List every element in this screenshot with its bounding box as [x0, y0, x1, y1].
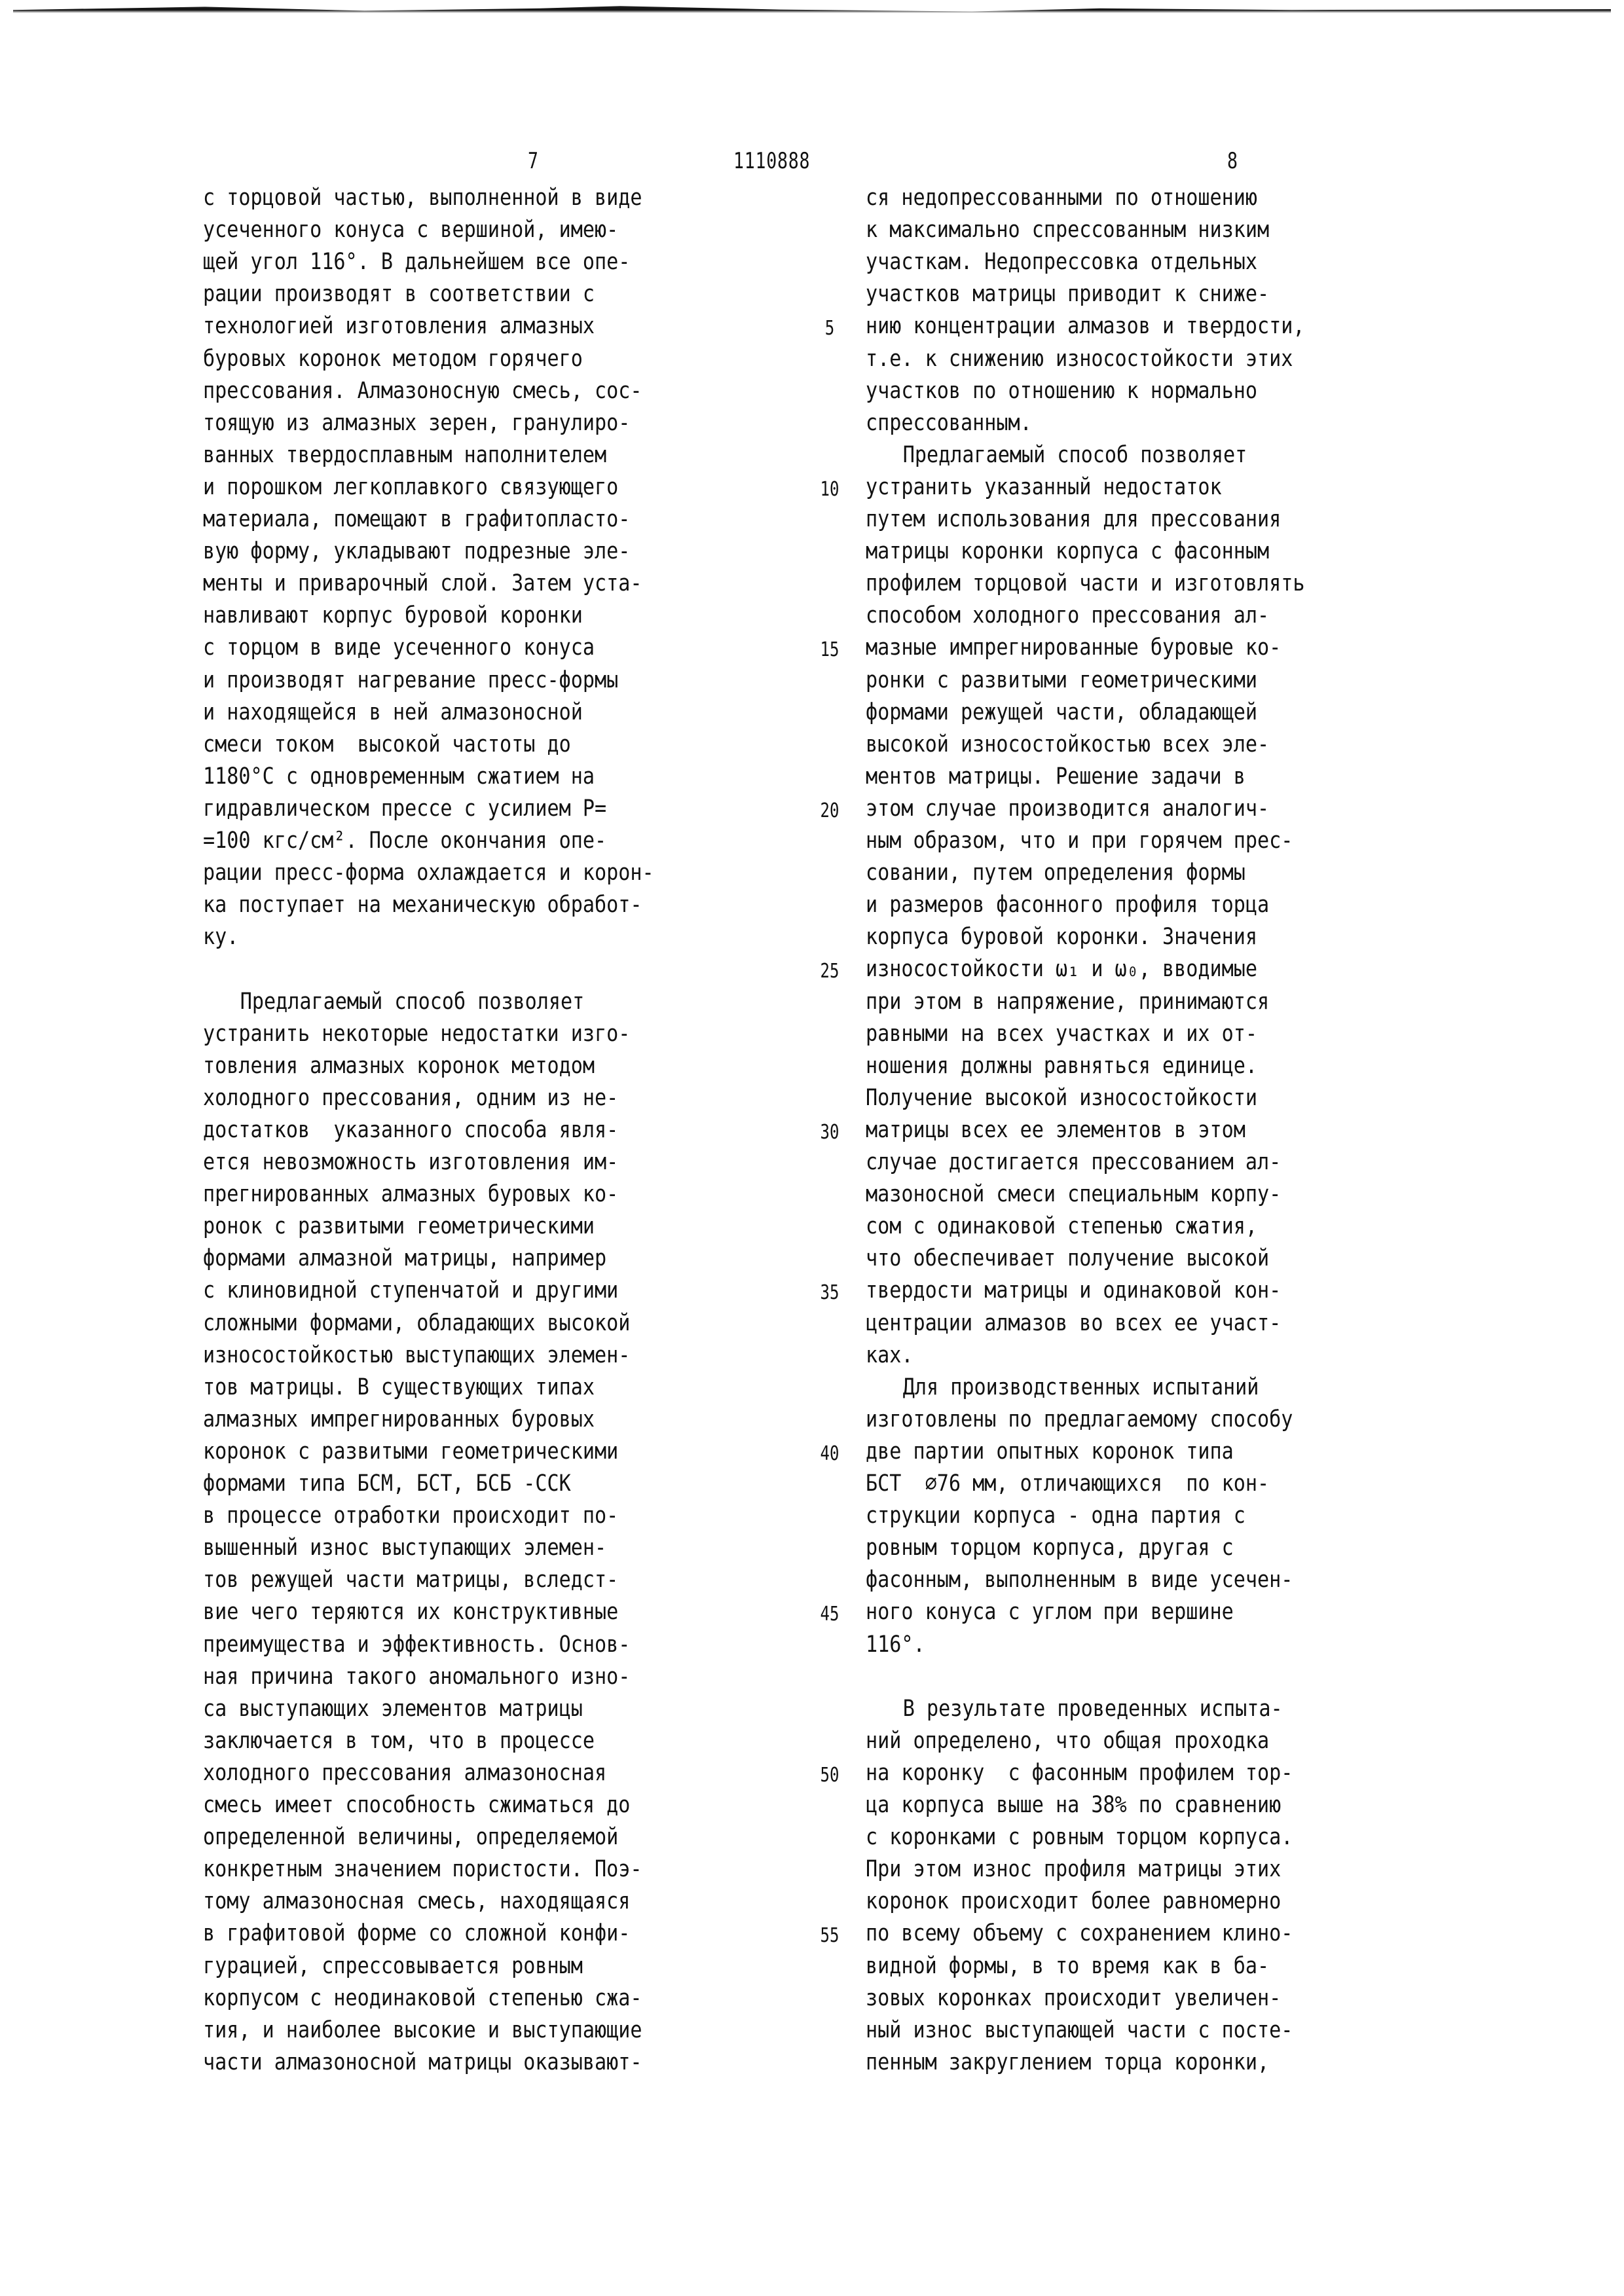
text-line: материала, помещают в графитопласто- — [203, 506, 631, 532]
text-line: профилем торцовой части и изготовлять — [866, 570, 1305, 597]
text-line: В результате проведенных испыта- — [902, 1695, 1283, 1722]
text-line: способом холодного прессования ал- — [866, 602, 1270, 629]
text-line: струкции корпуса - одна партия с — [866, 1503, 1246, 1529]
text-line: с торцовой частью, выполненной в виде — [203, 185, 642, 211]
text-line: вие чего теряются их конструктивные — [203, 1599, 619, 1626]
text-line: корпусом с неодинаковой степенью сжа- — [203, 1984, 642, 2011]
text-line: к максимально спрессованным низким — [866, 217, 1270, 244]
patent-number: 1110888 — [733, 148, 811, 174]
text-line: путем использования для прессования — [866, 506, 1282, 532]
line-number: 25 — [820, 960, 840, 983]
text-line: случае достигается прессованием ал- — [866, 1149, 1282, 1175]
text-line: ку. — [203, 924, 239, 951]
text-line: и находящейся в ней алмазоносной — [203, 699, 583, 725]
text-line: с коронками с ровным торцом корпуса. — [866, 1824, 1293, 1851]
text-line: участков матрицы приводит к сниже- — [866, 281, 1270, 308]
line-number: 35 — [820, 1281, 840, 1305]
text-line: конкретным значением пористости. Поэ- — [203, 1856, 642, 1883]
text-line: коронок происходит более равномерно — [866, 1888, 1282, 1915]
text-line: мазные импрегнированные буровые ко- — [866, 634, 1282, 661]
text-line: ным образом, что и при горячем прес- — [866, 828, 1293, 854]
text-line: в графитовой форме со сложной конфи- — [203, 1920, 631, 1947]
text-line: фасонным, выполненным в виде усечен- — [866, 1567, 1293, 1594]
text-line: совании, путем определения формы — [866, 860, 1246, 886]
text-line: износостойкости ω₁ и ω₀, вводимые — [866, 956, 1258, 983]
text-line: этом случае производится аналогич- — [866, 795, 1270, 822]
text-line: формами типа БСМ, БСТ, БСБ -ССК — [203, 1470, 571, 1497]
text-line: нию концентрации алмазов и твердости, — [866, 313, 1305, 340]
text-line: ментов матрицы. Решение задачи в — [866, 763, 1246, 790]
page-number-left: 7 — [528, 148, 539, 174]
text-line: определенной величины, определяемой — [203, 1824, 619, 1851]
text-line: гидравлическом прессе с усилием Р= — [203, 795, 607, 822]
text-line: коронок с развитыми геометрическими — [203, 1438, 619, 1465]
text-line: устранить некоторые недостатки изго- — [203, 1020, 631, 1047]
line-number: 40 — [820, 1442, 840, 1465]
text-line: центрации алмазов во всех ее участ- — [866, 1309, 1282, 1336]
text-line: корпуса буровой коронки. Значения — [866, 924, 1258, 951]
text-line: При этом износ профиля матрицы этих — [866, 1856, 1282, 1883]
text-line: прегнированных алмазных буровых ко- — [203, 1181, 619, 1208]
text-line: мазоносной смеси специальным корпу- — [866, 1181, 1282, 1208]
text-line: =100 кгс/см². После окончания опе- — [203, 828, 607, 854]
text-line: холодного прессования алмазоносная — [203, 1759, 607, 1786]
text-line: заключается в том, что в процессе — [203, 1727, 595, 1754]
text-line: с торцом в виде усеченного конуса — [203, 634, 595, 661]
text-line: 116°. — [866, 1631, 925, 1658]
text-line: матрицы коронки корпуса с фасонным — [866, 538, 1270, 565]
text-line: ка поступает на механическую обработ- — [203, 892, 642, 919]
text-line: прессования. Алмазоносную смесь, сос- — [203, 377, 642, 404]
line-number: 50 — [820, 1763, 840, 1787]
text-line: 1180°С с одновременным сжатием на — [203, 763, 595, 790]
text-line: равными на всех участках и их от- — [866, 1020, 1258, 1047]
text-line: тов режущей части матрицы, вследст- — [203, 1567, 619, 1594]
text-line: спрессованным. — [866, 409, 1032, 436]
text-line: тия, и наиболее высокие и выступающие — [203, 2016, 642, 2043]
text-line: твердости матрицы и одинаковой кон- — [866, 1277, 1282, 1304]
text-line: по всему объему с сохранением клино- — [866, 1920, 1293, 1947]
text-line: сложными формами, обладающих высокой — [203, 1309, 631, 1336]
text-line: смесь имеет способность сжиматься до — [203, 1792, 631, 1818]
text-line: тоящую из алмазных зерен, гранулиро- — [203, 409, 631, 436]
text-line: ках. — [866, 1341, 913, 1368]
text-line: участкам. Недопрессовка отдельных — [866, 249, 1258, 276]
text-line: ный износ выступающей части с посте- — [866, 2016, 1293, 2043]
text-line: участков по отношению к нормально — [866, 377, 1258, 404]
text-line: товления алмазных коронок методом — [203, 1052, 595, 1079]
text-line: что обеспечивает получение высокой — [866, 1245, 1270, 1272]
text-line: технологией изготовления алмазных — [203, 313, 595, 340]
text-line: навливают корпус буровой коронки — [203, 602, 583, 629]
text-line: са выступающих элементов матрицы — [203, 1695, 583, 1722]
text-line: холодного прессования, одним из не- — [203, 1084, 619, 1111]
text-line: формами алмазной матрицы, например — [203, 1245, 607, 1272]
text-line: сом с одинаковой степенью сжатия, — [866, 1213, 1258, 1240]
line-number: 30 — [820, 1120, 840, 1144]
text-line: ношения должны равняться единице. — [866, 1052, 1258, 1079]
text-line: ная причина такого аномального изно- — [203, 1663, 631, 1690]
text-line: на коронку с фасонным профилем тор- — [866, 1759, 1293, 1786]
text-line: ся недопрессованными по отношению — [866, 185, 1258, 211]
text-line: в процессе отработки происходит по- — [203, 1503, 619, 1529]
text-line: пенным закруглением торца коронки, — [866, 2049, 1270, 2075]
text-line: изготовлены по предлагаемому способу — [866, 1406, 1293, 1432]
text-line: ца корпуса выше на 38% по сравнению — [866, 1792, 1282, 1818]
page-number-right: 8 — [1227, 148, 1238, 174]
text-line: вую форму, укладывают подрезные эле- — [203, 538, 631, 565]
text-line: ется невозможность изготовления им- — [203, 1149, 619, 1175]
text-line: т.е. к снижению износостойкости этих — [866, 345, 1293, 372]
text-line: и размеров фасонного профиля торца — [866, 892, 1270, 919]
text-line: усеченного конуса с вершиной, имею- — [203, 217, 619, 244]
text-line: менты и приварочный слой. Затем уста- — [203, 570, 642, 597]
text-line: достатков указанного способа явля- — [203, 1116, 619, 1143]
text-line: ронки с развитыми геометрическими — [866, 666, 1258, 693]
line-number: 55 — [820, 1924, 840, 1948]
line-number: 10 — [820, 477, 840, 501]
text-line: видной формы, в то время как в ба- — [866, 1952, 1270, 1979]
line-number: 15 — [820, 638, 840, 662]
text-line: Предлагаемый способ позволяет — [240, 988, 585, 1015]
text-line: буровых коронок методом горячего — [203, 345, 583, 372]
text-line: и порошком легкоплавкого связующего — [203, 473, 619, 500]
text-line: алмазных импрегнированных буровых — [203, 1406, 595, 1432]
text-line: зовых коронках происходит увеличен- — [866, 1984, 1282, 2011]
line-number: 45 — [820, 1603, 840, 1626]
text-line: смеси током высокой частоты до — [203, 731, 571, 757]
text-line: ванных твердосплавным наполнителем — [203, 441, 607, 468]
text-line: и производят нагревание пресс-формы — [203, 666, 619, 693]
line-number: 5 — [824, 317, 835, 340]
text-line: износостойкостью выступающих элемен- — [203, 1341, 631, 1368]
line-number: 20 — [820, 799, 840, 822]
text-line: части алмазоносной матрицы оказывают- — [203, 2049, 642, 2075]
text-line: ний определено, что общая проходка — [866, 1727, 1270, 1754]
text-line: высокой износостойкостью всех эле- — [866, 731, 1270, 757]
text-line: преимущества и эффективность. Основ- — [203, 1631, 631, 1658]
text-line: тому алмазоносная смесь, находящаяся — [203, 1888, 631, 1915]
text-line: Для производственных испытаний — [902, 1374, 1259, 1400]
text-line: с клиновидной ступенчатой и другими — [203, 1277, 619, 1304]
text-line: тов матрицы. В существующих типах — [203, 1374, 595, 1400]
text-line: гурацией, спрессовывается ровным — [203, 1952, 583, 1979]
text-line: ронок с развитыми геометрическими — [203, 1213, 595, 1240]
text-line: Предлагаемый способ позволяет — [902, 441, 1247, 468]
text-line: ного конуса с углом при вершине — [866, 1599, 1234, 1626]
scan-top-edge — [13, 5, 1611, 13]
text-line: БСТ ∅76 мм, отличающихся по кон- — [866, 1470, 1270, 1497]
text-line: рации производят в соответствии с — [203, 281, 595, 308]
text-line: вышенный износ выступающих элемен- — [203, 1535, 607, 1561]
text-line: щей угол 116°. В дальнейшем все опе- — [203, 249, 631, 276]
text-line: две партии опытных коронок типа — [866, 1438, 1234, 1465]
text-line: рации пресс-форма охлаждается и корон- — [203, 860, 654, 886]
text-line: устранить указанный недостаток — [866, 473, 1222, 500]
text-line: ровным торцом корпуса, другая с — [866, 1535, 1234, 1561]
text-line: формами режущей части, обладающей — [866, 699, 1258, 725]
text-line: при этом в напряжение, принимаются — [866, 988, 1270, 1015]
text-line: матрицы всех ее элементов в этом — [866, 1116, 1246, 1143]
text-line: Получение высокой износостойкости — [866, 1084, 1258, 1111]
